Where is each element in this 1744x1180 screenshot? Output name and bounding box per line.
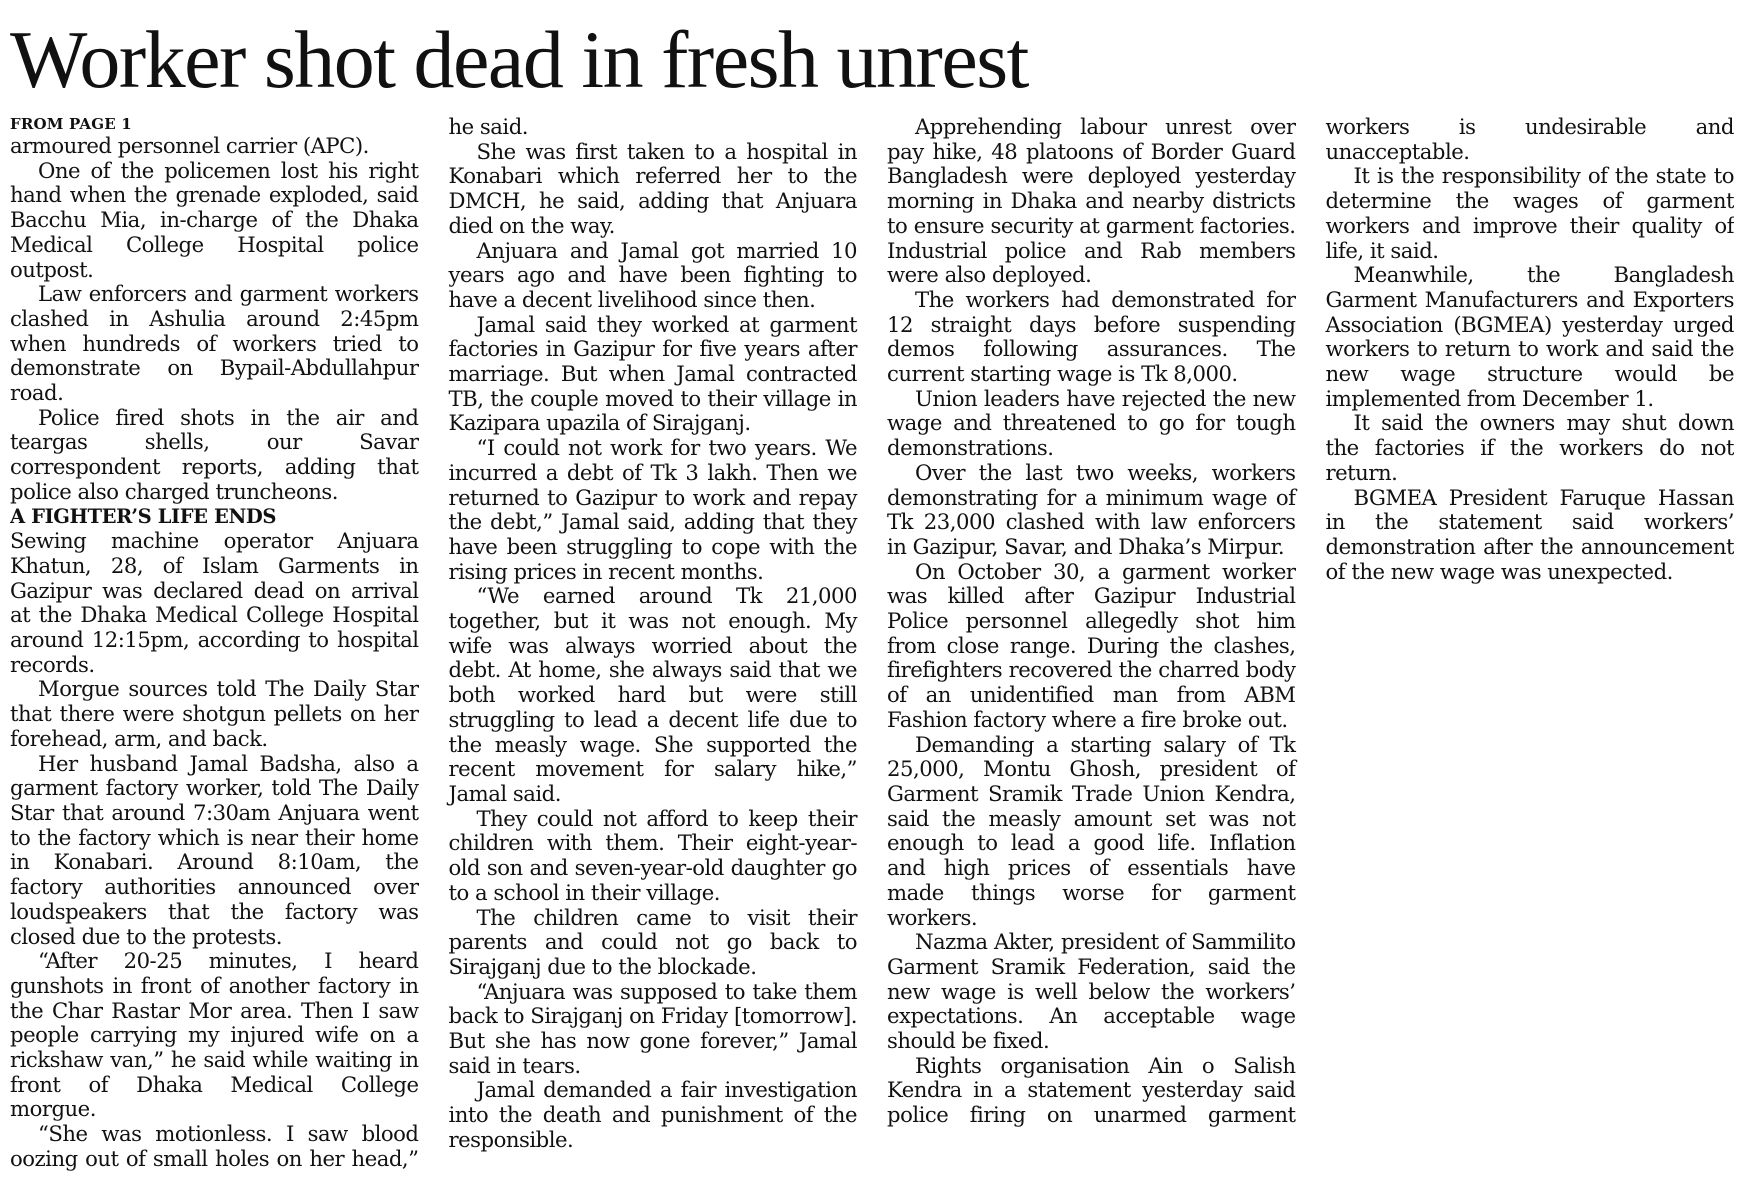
paragraph: She was first taken to a hospital in Konabari which referred her to the DMCH, he said, adding that Anjuara died on the way. xyxy=(448,138,857,238)
paragraph: They could not afford to keep their children with them. Their eight-year-old son and seven-year-old daughter go to a school in their village. xyxy=(448,805,857,905)
headline: Worker shot dead in fresh unrest xyxy=(10,14,1028,105)
paragraph: Union leaders have rejected the new wage and threatened to go for tough demonstrations. xyxy=(887,385,1296,461)
paragraph: Jamal said they worked at garment factories in Gazipur for five years after marriage. But when Jamal contracted TB, the couple moved to their village in Kazipara upazila of Sirajganj. xyxy=(448,311,857,436)
paragraph: Jamal demanded a fair investigation into the death and punishment of the responsible. xyxy=(448,1077,857,1152)
paragraph: BGMEA President Faruque Hassan in the statement said workers’ demonstration after the announcement of the new wage was unexpected. xyxy=(1325,484,1734,584)
paragraph: Apprehending labour unrest over pay hike, 48 platoons of Border Guard Bangladesh were deployed yesterday morning in Dhaka and nearby districts to ensure security at garment factories. Industrial police and Rab members were also deployed. xyxy=(887,115,1296,288)
paragraph: It said the owners may shut down the factories if the workers do not return. xyxy=(1325,410,1734,485)
paragraph: Rights organisation Ain o Salish Kendra in a statement yesterday said police firing on unarmed garment workers is undesirable and unacceptable. xyxy=(887,115,1734,1128)
paragraph: “I could not work for two years. We incurred a debt of Tk 3 lakh. Then we returned to Gazipur to work and repay the debt,” Jamal said, adding that they have been struggling to cope with the rising prices in recent months. xyxy=(448,435,857,584)
paragraph: Meanwhile, the Bangladesh Garment Manufacturers and Exporters Association (BGMEA) yesterday urged workers to return to work and said the new wage structure would be implemented from December 1. xyxy=(1325,262,1734,411)
paragraph: On October 30, a garment worker was killed after Gazipur Industrial Police personnel allegedly shot him from close range. During the clashes, firefighters recovered the charred body of an unidentified man from ABM Fashion factory where a fire broke out. xyxy=(887,558,1296,732)
paragraph: Anjuara and Jamal got married 10 years ago and have been fighting to have a decent livelihood since then. xyxy=(448,237,857,312)
paragraph: “After 20-25 minutes, I heard gunshots in front of another factory in the Char Rastar Mor area. Then I saw people carrying my injured wife on a rickshaw van,” he said while waiting in front of Dhaka Medical College morgue. xyxy=(10,948,419,1122)
continuation-kicker: FROM PAGE 1 xyxy=(10,115,132,133)
paragraph: “We earned around Tk 21,000 together, but it was not enough. My wife was always worried about the debt. At home, she always said that we both worked hard but were still struggling to lead a decent life due to the measly wage. She supported the recent movement for salary hike,” Jamal said. xyxy=(448,583,857,806)
paragraph: Police fired shots in the air and teargas shells, our Savar correspondent reports, adding that police also charged truncheons. xyxy=(10,404,419,504)
paragraph: The workers had demonstrated for 12 straight days before suspending demos following assurances. The current starting wage is Tk 8,000. xyxy=(887,286,1296,387)
paragraph: Sewing machine operator Anjuara Khatun, 28, of Islam Garments in Gazipur was declared dead on arrival at the Dhaka Medical College Hospital around 12:15pm, according to hospital records. xyxy=(10,528,419,677)
paragraph: Nazma Akter, president of Sammilito Garment Sramik Federation, said the new wage is well below the workers’ expectations. An acceptable wage should be fixed. xyxy=(887,929,1296,1054)
paragraph: Law enforcers and garment workers clashed in Ashulia around 2:45pm when hundreds of workers tried to demonstrate on Bypail-Abdullahpur road. xyxy=(10,281,419,406)
paragraph: The children came to visit their parents and could not go back to Sirajganj due to the blockade. xyxy=(448,904,857,979)
paragraph: One of the policemen lost his right hand when the grenade exploded, said Bacchu Mia, in-charge of the Dhaka Medical College Hospital police outpost. xyxy=(10,157,419,282)
paragraph: Her husband Jamal Badsha, also a garment factory worker, told The Daily Star that around 7:30am Anjuara went to the factory which is near their home in Konabari. Around 8:10am, the factory authorities announced over loudspeakers that the factory was closed due to the protests. xyxy=(10,750,419,949)
paragraph: It is the responsibility of the state to determine the wages of garment workers and improve their quality of life, it said. xyxy=(1325,163,1734,263)
paragraph: armoured personnel carrier (APC). xyxy=(10,133,369,158)
paragraph: “She was motionless. I saw blood oozing out of small holes on her head,” he said. xyxy=(10,115,528,1171)
paragraph: Over the last two weeks, workers demonstrating for a minimum wage of Tk 23,000 clashed with law enforcers in Gazipur, Savar, and Dhaka’s Mirpur. xyxy=(887,459,1296,559)
paragraph: Morgue sources told The Daily Star that there were shotgun pellets on her forehead, arm, and back. xyxy=(10,676,419,751)
article-body xyxy=(10,115,1734,1173)
paragraph: “Anjuara was supposed to take them back to Sirajganj on Friday [tomorrow]. But she has now gone forever,” Jamal said in tears. xyxy=(448,978,857,1078)
section-subhead: A FIGHTER’S LIFE ENDS xyxy=(10,504,277,528)
paragraph: Demanding a starting salary of Tk 25,000, Montu Ghosh, president of Garment Sramik Trade Union Kendra, said the measly amount set was not enough to lead a good life. Inflation and high prices of essentials have made things worse for garment workers. xyxy=(887,731,1296,930)
